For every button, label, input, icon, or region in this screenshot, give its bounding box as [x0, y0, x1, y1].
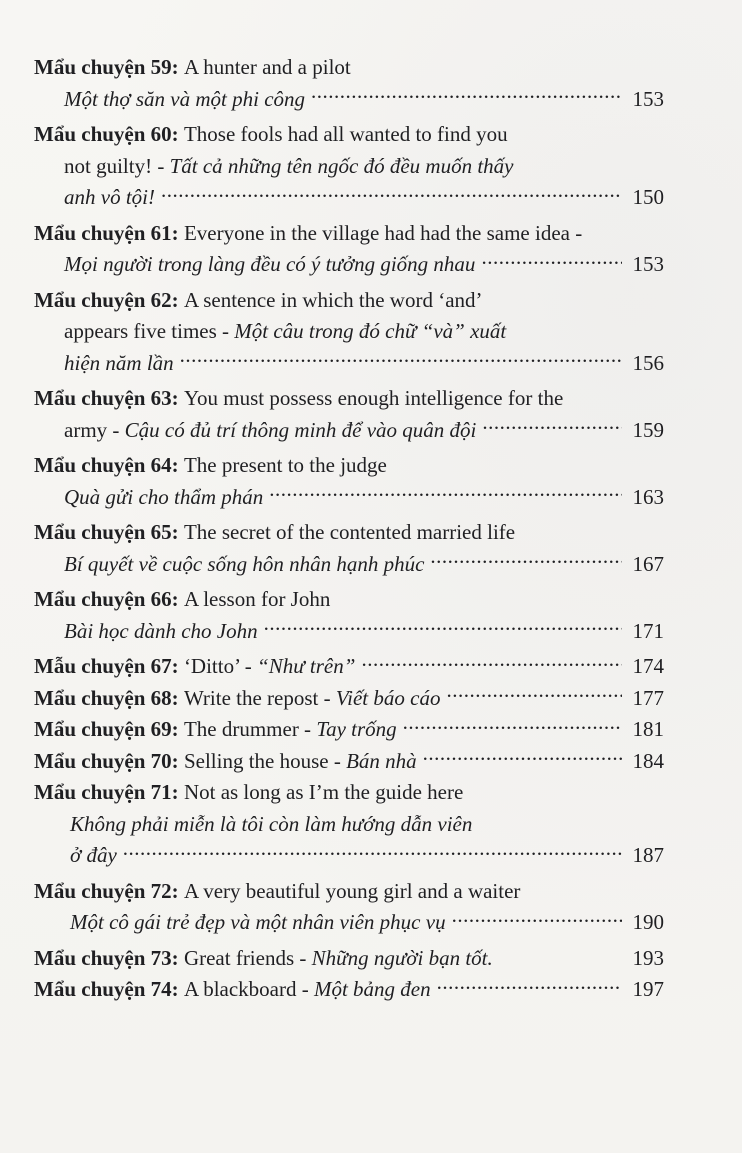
story-label: Mẩu chuyện 69:: [34, 717, 179, 741]
dot-leader: [482, 416, 622, 437]
story-label: Mẩu chuyện 66:: [34, 587, 179, 611]
toc-entry-66: [34, 584, 664, 647]
dot-leader: [481, 250, 622, 271]
dot-leader: [452, 908, 622, 929]
title-en-cont: not guilty! -: [64, 153, 165, 178]
title-vi: Một thợ săn và một phi công: [64, 86, 306, 111]
toc-entry-65: [34, 517, 664, 580]
title-vi: Một cô gái trẻ đẹp và một nhân viên phục vụ: [70, 910, 446, 934]
title-vi: Bán nhà: [346, 748, 417, 773]
toc-entry-63: [34, 383, 664, 446]
title-vi: Quà gửi cho thẩm phán: [64, 484, 264, 509]
page-number: 197: [632, 977, 664, 1001]
toc-entry-60: [34, 119, 664, 214]
page-number: 184: [632, 748, 664, 773]
page-number: 171: [632, 618, 664, 643]
page-number: 174: [632, 654, 664, 678]
story-label: Mẩu chuyện 64:: [34, 453, 179, 477]
table-of-contents: [34, 52, 664, 1006]
title-en: Everyone in the village had had the same idea -: [183, 220, 583, 245]
title-vi-cont: anh vô tội!: [64, 185, 155, 209]
page-number: 153: [632, 86, 664, 111]
story-label: Mẩu chuyện 61:: [34, 220, 179, 245]
title-en: The present to the judge: [183, 453, 387, 477]
title-en: The secret of the contented married life: [183, 520, 516, 544]
title-en: Those fools had all wanted to find you: [183, 122, 508, 146]
toc-entry-73: [34, 943, 664, 975]
page-number: 167: [632, 551, 664, 576]
dot-leader: [446, 684, 622, 705]
title-vi: “Như trên”: [257, 654, 356, 678]
title-vi: Bài học dành cho John: [64, 618, 258, 643]
dot-leader: [161, 183, 622, 204]
dot-leader: [311, 85, 622, 106]
page-number: 163: [632, 484, 664, 509]
title-en: A lesson for John: [183, 587, 331, 611]
title-en: A very beautiful young girl and a waiter: [183, 878, 521, 903]
title-en: You must possess enough intelligence for the: [183, 386, 564, 410]
toc-entry-64: [34, 450, 664, 513]
story-label: Mẩu chuyện 73:: [34, 945, 179, 970]
dot-leader: [123, 841, 622, 862]
toc-entry-71: [34, 777, 664, 872]
dot-leader: [180, 349, 622, 370]
dot-leader: [264, 617, 622, 638]
title-vi: Những người bạn tốt.: [311, 945, 493, 970]
page-number: 156: [632, 350, 664, 375]
title-vi: Bí quyết về cuộc sống hôn nhân hạnh phúc: [64, 551, 425, 576]
story-label: Mẩu chuyện 59:: [34, 55, 179, 79]
toc-entry-74: [34, 974, 664, 1006]
page-number: 190: [632, 910, 664, 934]
title-en: Write the repost -: [183, 685, 331, 710]
title-en: A hunter and a pilot: [183, 55, 351, 79]
title-vi: Một bảng đen: [313, 977, 431, 1001]
title-vi: Viết báo cáo: [335, 685, 441, 710]
title-en: Great friends -: [183, 945, 307, 970]
dot-leader: [361, 652, 622, 673]
story-label: Mẩu chuyện 62:: [34, 287, 179, 312]
title-en: Not as long as I’m the guide here: [183, 780, 464, 804]
toc-entry-61: [34, 218, 664, 281]
page-number: 193: [632, 945, 664, 970]
story-label: Mẩu chuyện 65:: [34, 520, 179, 544]
dot-leader: [423, 747, 622, 768]
title-en: A sentence in which the word ‘and’: [183, 287, 483, 312]
toc-entry-59: [34, 52, 664, 115]
page-number: 181: [632, 717, 664, 741]
title-vi: Tất cả những tên ngốc đó đều muốn thấy: [169, 153, 514, 178]
title-vi-cont: ở đây: [70, 843, 117, 867]
story-label: Mẩu chuyện 60:: [34, 122, 179, 146]
title-en: A blackboard -: [183, 977, 309, 1001]
toc-entry-70: [34, 746, 664, 778]
story-label: Mẩu chuyện 71:: [34, 780, 179, 804]
page-number: 153: [632, 252, 664, 276]
story-label: Mẩu chuyện 70:: [34, 748, 179, 773]
title-en: The drummer -: [183, 717, 312, 741]
dot-leader: [403, 715, 622, 736]
toc-entry-72: [34, 876, 664, 939]
dot-leader: [437, 975, 622, 996]
title-vi-cont: hiện năm lần: [64, 350, 174, 375]
page-number: 187: [632, 843, 664, 867]
toc-entry-69: [34, 714, 664, 746]
title-en: ‘Ditto’ -: [183, 654, 252, 678]
page-number: 159: [632, 417, 664, 442]
title-vi: Cậu có đủ trí thông minh để vào quân đội: [124, 417, 477, 442]
story-label: Mẩu chuyện 74:: [34, 977, 179, 1001]
title-vi: Tay trống: [316, 717, 397, 741]
toc-entry-67: [34, 651, 664, 683]
title-vi: Mọi người trong làng đều có ý tưởng giống nhau: [64, 252, 476, 276]
title-vi: Không phải miễn là tôi còn làm hướng dẫn viên: [70, 811, 473, 836]
title-en-cont: army -: [64, 417, 120, 442]
toc-entry-62: [34, 285, 664, 380]
title-vi: Một câu trong đó chữ “và” xuất: [234, 319, 507, 343]
dot-leader: [430, 550, 622, 571]
story-label: Mẩu chuyện 63:: [34, 386, 179, 410]
title-en: Selling the house -: [183, 748, 341, 773]
toc-entry-68: [34, 683, 664, 715]
page-number: 177: [632, 685, 664, 710]
title-en-cont: appears five times -: [64, 319, 230, 343]
page-number: 150: [632, 185, 664, 209]
dot-leader: [269, 483, 622, 504]
story-label: Mẩu chuyện 68:: [34, 685, 179, 710]
story-label: Mẩu chuyện 72:: [34, 878, 179, 903]
story-label: Mẫu chuyện 67:: [34, 654, 179, 678]
